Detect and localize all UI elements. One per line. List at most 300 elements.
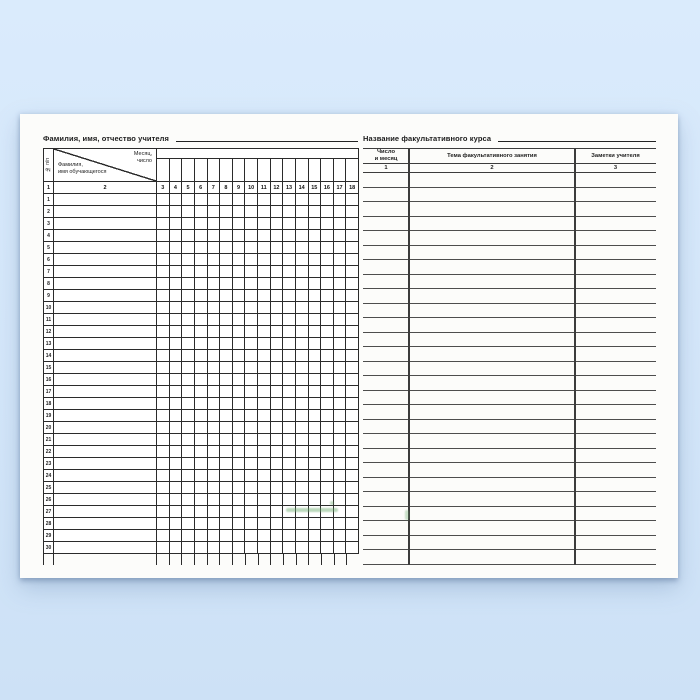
date-number-cell: 14 (296, 182, 309, 194)
student-column-number-cell: 2 (54, 182, 157, 194)
row-number-cell: 12 (44, 326, 54, 338)
attendance-cell (258, 230, 271, 242)
student-name-cell (54, 206, 157, 218)
date-header-cell (170, 159, 183, 181)
date-number-cell: 11 (258, 182, 271, 194)
student-name-cell (54, 302, 157, 314)
attendance-cell (309, 374, 322, 386)
date-month-cell (363, 405, 409, 419)
row-number-cell: 19 (44, 410, 54, 422)
topic-cell (409, 420, 575, 434)
attendance-cell (170, 254, 183, 266)
attendance-cell (233, 230, 246, 242)
attendance-cell (346, 374, 358, 386)
attendance-cell (170, 266, 183, 278)
notes-table-row (363, 304, 656, 319)
date-month-cell (363, 434, 409, 448)
diagonal-header-cell (54, 149, 157, 182)
attendance-cell (220, 422, 233, 434)
date-month-cell (363, 173, 409, 187)
attendance-cell (233, 410, 246, 422)
attendance-cell (208, 530, 221, 542)
attendance-cell (208, 470, 221, 482)
attendance-cell (258, 494, 271, 506)
teacher-notes-column-header-cell (575, 149, 656, 163)
date-number-cell: 10 (245, 182, 258, 194)
register-header-row (44, 149, 358, 182)
attendance-cell (170, 242, 183, 254)
attendance-cell (334, 290, 347, 302)
attendance-cell (334, 398, 347, 410)
date-month-cell (363, 391, 409, 405)
attendance-cell (309, 278, 322, 290)
attendance-cell (309, 254, 322, 266)
attendance-cell (233, 218, 246, 230)
attendance-cell (334, 470, 347, 482)
attendance-cell (296, 338, 309, 350)
attendance-cell (346, 290, 358, 302)
attendance-cell (346, 518, 358, 530)
attendance-cell (296, 422, 309, 434)
row-number-cell: 9 (44, 290, 54, 302)
student-name-cell (54, 410, 157, 422)
attendance-cell (208, 374, 221, 386)
attendance-cell (157, 326, 170, 338)
attendance-cell (346, 398, 358, 410)
attendance-cell (208, 410, 221, 422)
teacher-notes-cell (575, 333, 656, 347)
attendance-cell (271, 422, 284, 434)
attendance-cell (346, 206, 358, 218)
attendance-cell (245, 506, 258, 518)
date-header-cell (195, 159, 208, 181)
attendance-cell (271, 434, 284, 446)
teacher-notes-cell (575, 318, 656, 332)
student-name-cell (54, 374, 157, 386)
attendance-cell (258, 446, 271, 458)
register-row (44, 374, 358, 386)
attendance-cell (195, 386, 208, 398)
attendance-cell (283, 194, 296, 206)
register-row (44, 494, 358, 506)
attendance-cell (309, 458, 322, 470)
attendance-cell (208, 350, 221, 362)
topic-cell (409, 362, 575, 376)
attendance-cell (233, 470, 246, 482)
attendance-cell (283, 350, 296, 362)
row-number-cell: 5 (44, 242, 54, 254)
attendance-cell (346, 242, 358, 254)
attendance-cell (346, 314, 358, 326)
attendance-cell (157, 458, 170, 470)
attendance-cell (283, 374, 296, 386)
attendance-cell (309, 290, 322, 302)
attendance-cell (321, 362, 334, 374)
attendance-cell (245, 374, 258, 386)
attendance-cell (283, 326, 296, 338)
attendance-cell (258, 530, 271, 542)
student-name-cell (54, 494, 157, 506)
attendance-cell (346, 218, 358, 230)
notes-header-row (363, 149, 656, 164)
attendance-cell (321, 374, 334, 386)
attendance-cell (283, 206, 296, 218)
attendance-cell (245, 266, 258, 278)
attendance-cell (258, 422, 271, 434)
attendance-cell (321, 290, 334, 302)
attendance-cell (334, 434, 347, 446)
date-header-cell (346, 159, 358, 181)
row-number-cell: 23 (44, 458, 54, 470)
attendance-cell (157, 446, 170, 458)
date-month-cell (363, 260, 409, 274)
attendance-cell (271, 374, 284, 386)
attendance-cell (208, 278, 221, 290)
attendance-cell (233, 494, 246, 506)
column-number-row (44, 182, 358, 194)
row-number-cell: 26 (44, 494, 54, 506)
notes-table-row (363, 492, 656, 507)
teacher-notes-cell (575, 521, 656, 535)
attendance-cell (334, 278, 347, 290)
attendance-cell (208, 482, 221, 494)
attendance-cell (309, 410, 322, 422)
attendance-cell (258, 338, 271, 350)
cutoff-cell (233, 553, 246, 565)
date-month-cell (363, 347, 409, 361)
attendance-cell (233, 386, 246, 398)
attendance-cell (195, 398, 208, 410)
attendance-cell (271, 194, 284, 206)
topic-cell (409, 521, 575, 535)
attendance-cell (283, 338, 296, 350)
attendance-cell (208, 446, 221, 458)
register-row (44, 266, 358, 278)
attendance-cell (157, 278, 170, 290)
attendance-cell (157, 470, 170, 482)
attendance-cell (245, 398, 258, 410)
attendance-cell (321, 302, 334, 314)
attendance-cell (195, 410, 208, 422)
attendance-cell (195, 530, 208, 542)
notes-table-row (363, 376, 656, 391)
attendance-cell (208, 206, 221, 218)
attendance-cell (245, 290, 258, 302)
student-name-cell (54, 530, 157, 542)
attendance-cell (208, 398, 221, 410)
date-number-cell: 5 (182, 182, 195, 194)
register-row (44, 302, 358, 314)
attendance-cell (271, 470, 284, 482)
attendance-cell (170, 518, 183, 530)
row-number-cell: 24 (44, 470, 54, 482)
teacher-notes-cell (575, 304, 656, 318)
row-number-cell: 18 (44, 398, 54, 410)
register-row (44, 506, 358, 518)
date-number-cell: 17 (334, 182, 347, 194)
date-header-cell (334, 159, 347, 181)
row-number-cell: 8 (44, 278, 54, 290)
attendance-cell (296, 362, 309, 374)
attendance-cell (233, 278, 246, 290)
attendance-cell (283, 362, 296, 374)
attendance-cell (245, 314, 258, 326)
attendance-cell (170, 398, 183, 410)
attendance-cell (220, 482, 233, 494)
attendance-cell (245, 470, 258, 482)
topic-cell (409, 507, 575, 521)
attendance-cell (271, 266, 284, 278)
notes-table-row (363, 318, 656, 333)
topic-cell (409, 275, 575, 289)
student-name-cell (54, 266, 157, 278)
row-number-cell: 16 (44, 374, 54, 386)
topic-cell (409, 536, 575, 550)
attendance-cell (245, 350, 258, 362)
attendance-cell (233, 350, 246, 362)
teacher-notes-cell (575, 362, 656, 376)
attendance-cell (195, 266, 208, 278)
attendance-cell (296, 278, 309, 290)
attendance-cell (182, 458, 195, 470)
notes-table-row (363, 275, 656, 290)
attendance-cell (220, 386, 233, 398)
attendance-cell (321, 266, 334, 278)
notes-table-row (363, 405, 656, 420)
date-header-cell (296, 159, 309, 181)
topic-cell (409, 188, 575, 202)
register-row (44, 338, 358, 350)
attendance-cell (182, 518, 195, 530)
date-columns-strip (157, 159, 358, 181)
attendance-cell (321, 242, 334, 254)
attendance-cell (157, 374, 170, 386)
attendance-cell (283, 230, 296, 242)
topic-cell (409, 231, 575, 245)
attendance-cell (283, 386, 296, 398)
attendance-cell (321, 338, 334, 350)
attendance-cell (208, 434, 221, 446)
notes-table-row (363, 202, 656, 217)
attendance-cell (346, 386, 358, 398)
attendance-cell (220, 194, 233, 206)
topic-cell (409, 434, 575, 448)
attendance-cell (170, 422, 183, 434)
attendance-cell (182, 470, 195, 482)
attendance-cell (283, 242, 296, 254)
attendance-cell (309, 338, 322, 350)
index-column-header-label: № п/п (45, 157, 51, 173)
topic-cell (409, 217, 575, 231)
attendance-cell (321, 350, 334, 362)
attendance-cell (346, 422, 358, 434)
attendance-cell (182, 206, 195, 218)
attendance-cell (334, 506, 347, 518)
row-number-cell: 10 (44, 302, 54, 314)
attendance-cell (157, 494, 170, 506)
cutoff-cell (297, 553, 310, 565)
date-month-cell (363, 521, 409, 535)
attendance-cell (245, 218, 258, 230)
attendance-cell (208, 338, 221, 350)
attendance-cell (258, 410, 271, 422)
attendance-cell (309, 230, 322, 242)
attendance-cell (208, 218, 221, 230)
attendance-cell (157, 194, 170, 206)
attendance-cell (271, 314, 284, 326)
student-name-cell (54, 482, 157, 494)
teacher-notes-cell (575, 289, 656, 303)
attendance-cell (258, 518, 271, 530)
attendance-cell (182, 398, 195, 410)
topic-cell (409, 289, 575, 303)
date-month-cell (363, 231, 409, 245)
attendance-cell (296, 230, 309, 242)
attendance-cell (258, 266, 271, 278)
attendance-cell (208, 314, 221, 326)
student-name-cell (54, 314, 157, 326)
date-month-cell (363, 304, 409, 318)
attendance-cell (309, 206, 322, 218)
teacher-name-blank-line (176, 140, 358, 142)
student-name-cell (54, 350, 157, 362)
date-month-cell (363, 478, 409, 492)
attendance-cell (283, 266, 296, 278)
attendance-cell (334, 326, 347, 338)
register-row (44, 398, 358, 410)
attendance-cell (271, 326, 284, 338)
attendance-cell (283, 482, 296, 494)
attendance-cell (245, 338, 258, 350)
attendance-cell (296, 410, 309, 422)
attendance-cell (220, 398, 233, 410)
notes-table-row (363, 188, 656, 203)
cutoff-cell (44, 553, 54, 565)
attendance-cell (309, 326, 322, 338)
attendance-cell (157, 206, 170, 218)
teacher-notes-column-number-cell: 3 (613, 164, 618, 171)
attendance-cell (170, 338, 183, 350)
attendance-cell (258, 506, 271, 518)
cutoff-partial-row (43, 553, 359, 565)
attendance-cell (309, 446, 322, 458)
row-number-cell: 27 (44, 506, 54, 518)
notes-table-row (363, 362, 656, 377)
attendance-cell (309, 470, 322, 482)
topic-cell (409, 463, 575, 477)
student-name-cell (54, 446, 157, 458)
topic-cell (409, 550, 575, 564)
attendance-cell (283, 398, 296, 410)
month-band-cell (157, 149, 358, 159)
attendance-cell (182, 302, 195, 314)
attendance-cell (258, 386, 271, 398)
cutoff-cell (54, 553, 157, 565)
cutoff-cell (259, 553, 272, 565)
attendance-cell (321, 314, 334, 326)
attendance-cell (258, 362, 271, 374)
course-name-label: Название факультативного курса (363, 134, 492, 143)
date-month-cell (363, 449, 409, 463)
teacher-notes-cell (575, 173, 656, 187)
attendance-cell (346, 506, 358, 518)
attendance-cell (321, 326, 334, 338)
attendance-cell (182, 326, 195, 338)
attendance-cell (233, 254, 246, 266)
attendance-cell (321, 482, 334, 494)
teacher-notes-cell (575, 405, 656, 419)
date-number-cell: 13 (283, 182, 296, 194)
attendance-cell (296, 458, 309, 470)
attendance-cell (233, 266, 246, 278)
date-month-cell (363, 275, 409, 289)
attendance-cell (157, 266, 170, 278)
attendance-cell (170, 230, 183, 242)
attendance-cell (334, 194, 347, 206)
attendance-cell (309, 506, 322, 518)
attendance-cell (334, 518, 347, 530)
attendance-cell (258, 206, 271, 218)
row-number-cell: 2 (44, 206, 54, 218)
notes-table-row (363, 347, 656, 362)
attendance-cell (233, 194, 246, 206)
attendance-cell (309, 494, 322, 506)
column-divider-line (408, 149, 410, 565)
cutoff-cell (335, 553, 348, 565)
date-month-cell (363, 463, 409, 477)
attendance-cell (245, 206, 258, 218)
attendance-cell (233, 242, 246, 254)
attendance-cell (195, 326, 208, 338)
register-row (44, 434, 358, 446)
teacher-notes-cell (575, 246, 656, 260)
attendance-cell (283, 494, 296, 506)
register-row (44, 218, 358, 230)
teacher-name-title-row (43, 132, 358, 143)
attendance-cell (283, 446, 296, 458)
month-day-header-label: Месяц, число (133, 151, 152, 165)
attendance-cell (220, 314, 233, 326)
topic-cell (409, 304, 575, 318)
topic-cell (409, 173, 575, 187)
attendance-cell (170, 410, 183, 422)
attendance-cell (233, 362, 246, 374)
student-name-header-label: Фамилия, имя обучающегося (58, 162, 107, 176)
attendance-cell (170, 458, 183, 470)
attendance-cell (346, 350, 358, 362)
date-header-cell (220, 159, 233, 181)
attendance-cell (208, 518, 221, 530)
attendance-cell (309, 530, 322, 542)
attendance-cell (170, 482, 183, 494)
attendance-cell (245, 518, 258, 530)
attendance-cell (182, 530, 195, 542)
attendance-cell (271, 506, 284, 518)
cutoff-cell (284, 553, 297, 565)
attendance-cell (309, 518, 322, 530)
notes-table-row (363, 550, 656, 565)
attendance-cell (271, 242, 284, 254)
attendance-cell (321, 530, 334, 542)
date-month-cell (363, 420, 409, 434)
attendance-cell (283, 470, 296, 482)
cutoff-cell (271, 553, 284, 565)
attendance-cell (334, 242, 347, 254)
notes-table-row (363, 536, 656, 551)
attendance-cell (170, 470, 183, 482)
cutoff-cell (157, 553, 170, 565)
row-number-cell: 13 (44, 338, 54, 350)
